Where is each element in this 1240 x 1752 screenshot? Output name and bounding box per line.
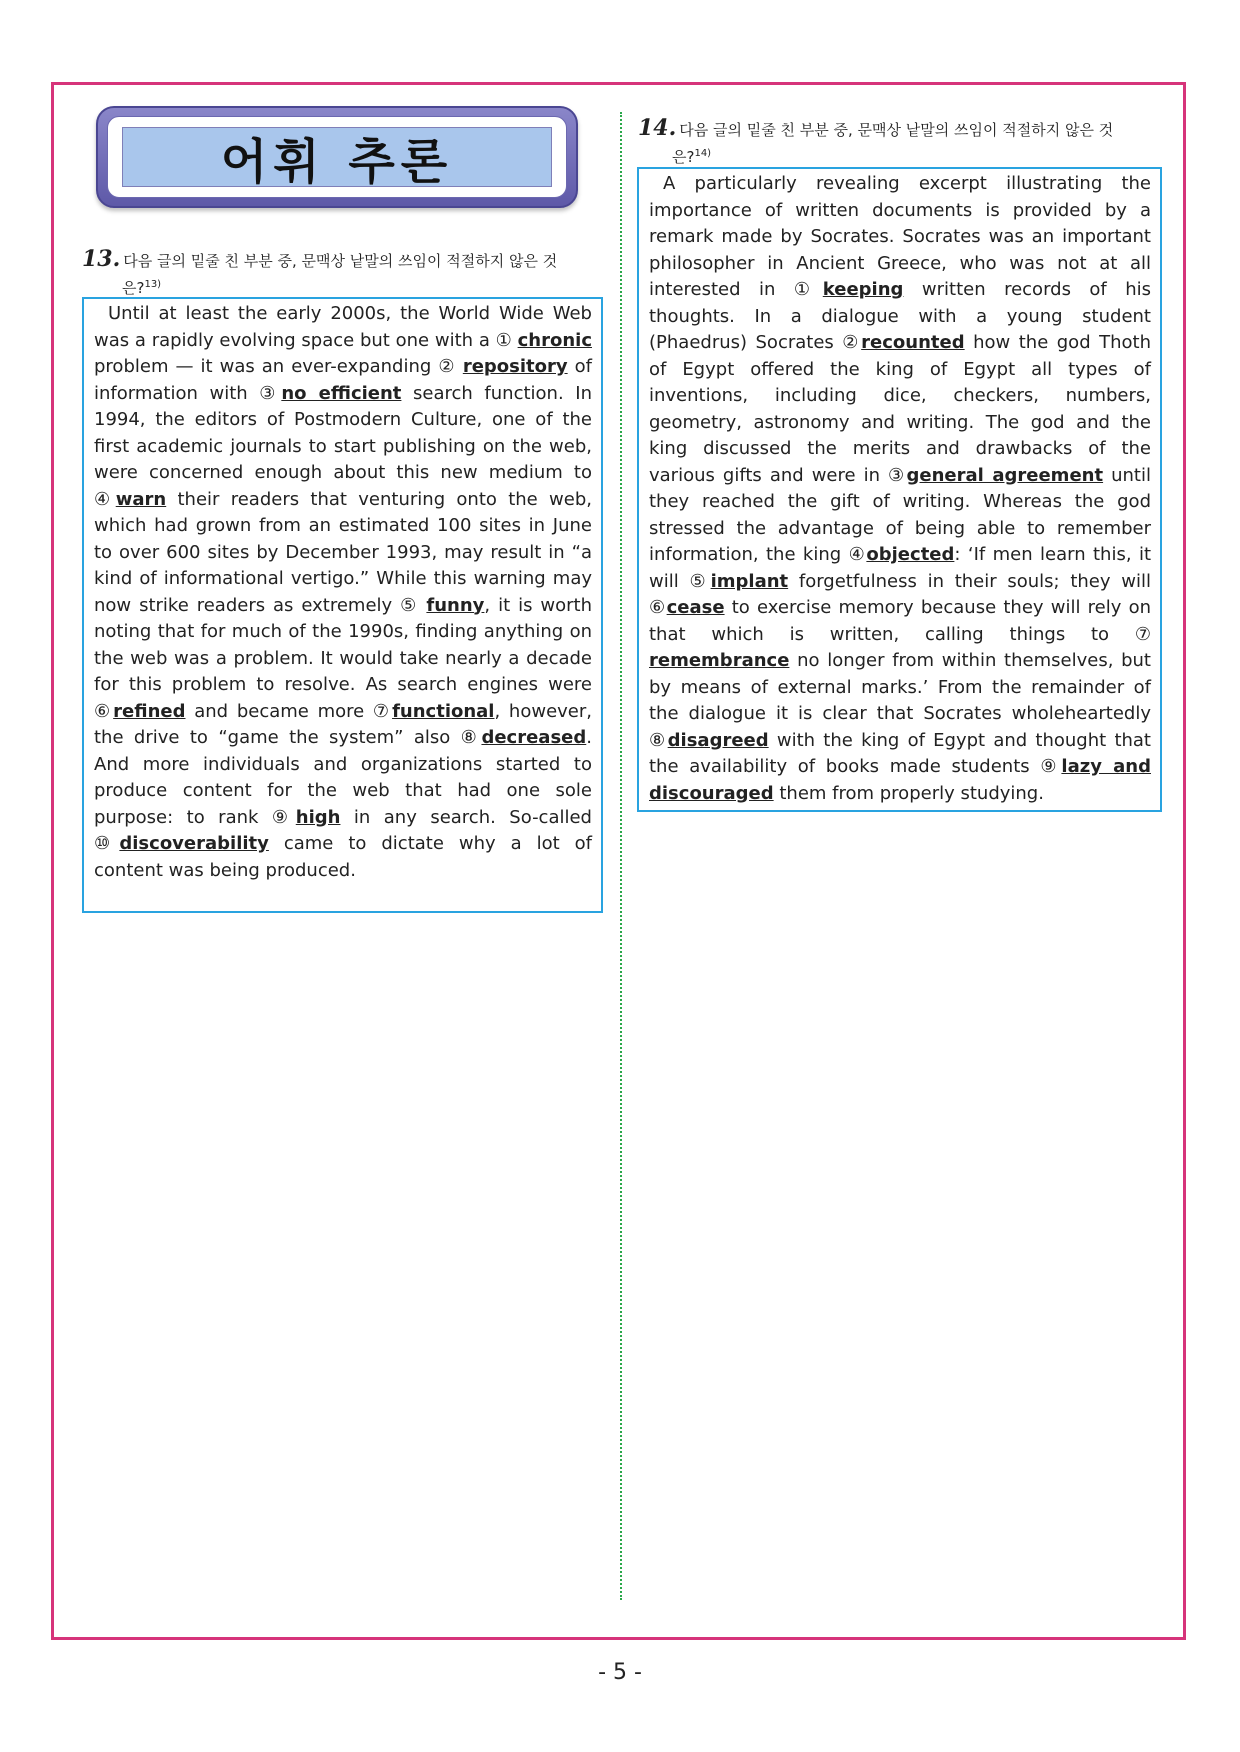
question-13-header	[82, 248, 602, 300]
underlined-word: repository	[462, 356, 568, 377]
passage-text: until they reached the gift of writing. Whereas the god stressed the advantage of being able to remember information, the king ④	[649, 464, 1151, 565]
column-divider	[620, 112, 622, 1600]
section-title-banner	[96, 106, 578, 208]
passage-text: in any search. So-called ⑩	[94, 806, 592, 854]
question-14-header	[638, 117, 1163, 169]
question-number: 13.	[82, 246, 121, 272]
passage-text: to exercise memory because they will rely on that which is written, calling things to ⑦	[649, 597, 1151, 645]
passage-text: . And more individuals and organizations started to produce content for the web that had one sole purpose: to rank ⑨	[94, 727, 592, 828]
question-instruction-cont: 은?	[672, 148, 695, 166]
underlined-word: remembrance	[649, 650, 790, 671]
passage-14	[637, 167, 1162, 812]
passage-text: of information with ③	[94, 356, 593, 404]
question-number: 14.	[638, 115, 677, 141]
passage-text: , however, the drive to “game the system” also ⑧	[94, 700, 592, 748]
footnote-marker: 14)	[694, 148, 712, 159]
underlined-word: no efficient	[281, 382, 402, 404]
passage-text: Until at least the early 2000s, the World Wide Web was a rapidly evolving space but one with a ①	[94, 303, 592, 351]
underlined-word: high	[295, 806, 341, 828]
question-instruction: 다음 글의 밑줄 친 부분 중, 문맥상 낱말의 쓰임이 적절하지 않은 것	[679, 121, 1114, 139]
underlined-word: cease	[666, 597, 725, 618]
underlined-word: disagreed	[667, 729, 769, 751]
passage-14-text	[649, 171, 1151, 807]
passage-text: , it is worth noting that for much of the 1990s, finding anything on the web was a problem. It would take nearly a decade for this problem to resolve. As search engines were ⑥	[94, 594, 592, 722]
passage-text: search function. In 1994, the editors of Postmodern Culture, one of the first academic journals to start publishing on the web, were concerned enough about this new medium to ④	[94, 382, 593, 510]
underlined-word: functional	[392, 700, 495, 722]
underlined-word: general agreement	[906, 464, 1104, 486]
underlined-word: recounted	[861, 332, 965, 353]
underlined-word: implant	[710, 570, 789, 592]
underlined-word: decreased	[481, 727, 587, 748]
passage-13	[82, 297, 603, 913]
underlined-word: chronic	[517, 329, 592, 351]
underlined-word: funny	[426, 594, 485, 616]
question-instruction-cont: 은?	[122, 279, 145, 297]
underlined-word: keeping	[822, 279, 904, 300]
passage-text: and became more ⑦	[185, 700, 393, 722]
passage-13-text	[94, 301, 592, 884]
underlined-word: objected	[866, 544, 955, 565]
section-title: 어휘 추론	[220, 133, 454, 190]
passage-text: : ‘If men learn this, it will ⑤	[649, 544, 1152, 592]
question-instruction: 다음 글의 밑줄 친 부분 중, 문맥상 낱말의 쓰임이 적절하지 않은 것	[123, 252, 558, 270]
passage-text: A particularly revealing excerpt illustrating the importance of written documents is provided by a remark made by Socrates. Socrates was an important philosopher in Ancient Greece, who was not at all interested in ①	[649, 173, 1151, 300]
passage-text: no longer from within themselves, but by means of external marks.’ From the remainder of the dialogue it is clear that Socrates wholeheartedly ⑧	[649, 650, 1151, 751]
underlined-word: warn	[115, 488, 167, 510]
underlined-word: refined	[113, 700, 186, 722]
passage-text: problem — it was an ever-expanding ②	[94, 356, 463, 377]
passage-text: how the god Thoth of Egypt offered the king of Egypt all types of inventions, including dice, checkers, numbers, geometry, astronomy and writing. The god and the king discussed the merits and drawbacks of the various gifts and were in ③	[649, 332, 1151, 486]
passage-text: written records of his thoughts. In a dialogue with a young student (Phaedrus) Socrates ②	[649, 279, 1152, 353]
passage-text: their readers that venturing onto the web, which had grown from an estimated 100 sites in June to over 600 sites by December 1993, may result in “a kind of informational vertigo.” While this warning may now strike readers as extremely ⑤	[94, 488, 592, 616]
passage-text: them from properly studying.	[773, 782, 1044, 804]
underlined-word: discoverability	[119, 833, 269, 854]
page-number: - 5 -	[598, 1660, 642, 1685]
passage-text: forgetfulness in their souls; they will ⑥	[649, 570, 1151, 618]
passage-text: came to dictate why a lot of content was being produced.	[94, 833, 592, 881]
footnote-marker: 13)	[144, 279, 162, 290]
passage-text: with the king of Egypt and thought that the availability of books made students ⑨	[649, 729, 1151, 777]
underlined-word: lazy and discouraged	[649, 756, 1151, 804]
